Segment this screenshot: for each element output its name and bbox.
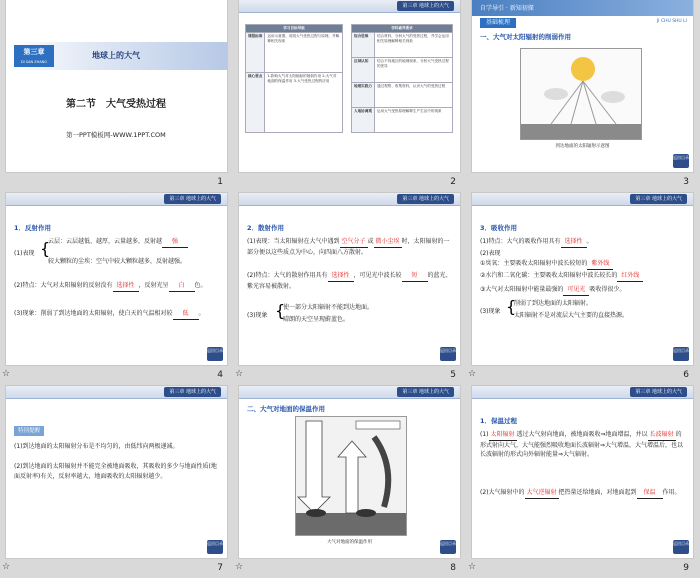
list-item: ③大气对太阳辐射中能量最强的 可见光 吸收得很少。 — [480, 285, 685, 296]
list-item: 使一部分太阳辐射不能到达地面。 — [283, 304, 374, 311]
section-heading: 1．保温过程 — [480, 417, 518, 425]
return-button[interactable]: 返回目录 — [207, 347, 223, 361]
slide-7-canvas — [6, 386, 227, 558]
row-label: 综合思维 — [352, 33, 375, 58]
row-label: 地理实践力 — [352, 83, 375, 108]
list-item: (1)到达地面的太阳辐射分布是不均匀的，由低纬向两极递减。 — [14, 443, 179, 450]
item-label: (3)现象 — [480, 308, 501, 315]
section-label: 基础梳理 — [480, 18, 516, 28]
chapter-tag: 第三章 DI SAN ZHANG — [14, 45, 54, 67]
literacy-table — [351, 24, 453, 133]
list-item: (3)现象：削弱了到达地面的太阳辐射，使白天的气温相对较 低 。 — [14, 309, 219, 320]
list-item: 削弱了到达地面的太阳辐射。 — [514, 300, 593, 307]
slide-thumb-1[interactable] — [0, 0, 233, 192]
section-label-pinyin: JI CHU SHU LI — [656, 19, 687, 24]
star-icon[interactable]: ☆ — [468, 562, 477, 572]
slide-number: 6 — [683, 370, 689, 380]
header-bar — [239, 193, 460, 206]
header-bar — [239, 0, 460, 13]
sun-rays-illustration — [521, 49, 641, 139]
row-text: 1.影响大气对太阳辐射的削弱作用 2.大气对地面的保温作用 3.大气受热过程的应用 — [265, 73, 343, 133]
section-heading: 二、大气对地面的保温作用 — [247, 405, 325, 413]
slide-number: 1 — [217, 177, 223, 187]
return-button[interactable]: 返回目录 — [440, 540, 456, 554]
item-label: (1)表现 — [14, 250, 35, 257]
header-bar — [472, 193, 693, 206]
header-bar — [6, 193, 227, 206]
star-icon[interactable]: ☆ — [235, 562, 244, 572]
item-label: (3)现象 — [247, 312, 268, 319]
row-text: 运用大气受热原理解释生产生活中的现象 — [374, 108, 452, 133]
return-button[interactable]: 返回目录 — [673, 540, 689, 554]
return-button[interactable]: 返回目录 — [207, 540, 223, 554]
greenhouse-diagram — [295, 416, 407, 536]
slide-thumb-6[interactable] — [466, 193, 699, 385]
brace-icon: { — [275, 301, 286, 320]
brace-icon: { — [40, 239, 51, 258]
row-text: 通过观察、收集资料，认识大气的受热过程 — [374, 83, 452, 108]
row-label: 课程标准 — [246, 33, 265, 73]
list-item: 较大颗粒的尘埃：空气中较大颗粒越多，反射越强。 — [48, 258, 187, 265]
diagram-caption: 大气对地面的保温作用 — [327, 540, 372, 545]
slide-3-canvas — [472, 0, 693, 172]
slide-1-canvas — [6, 0, 227, 172]
heat-retention-illustration — [296, 417, 406, 535]
item-label: (2)表现 — [480, 250, 501, 257]
list-item: (2)大气辐射中的 大气逆辐射 把热量还给地面，对地面起到 保温 作用。 — [480, 488, 685, 499]
row-text: 结合不同地区的地理现象，分析大气受热过程的差异 — [374, 58, 452, 83]
list-item: ②水汽和二氧化碳：主要吸收太阳辐射中波长较长的 红外线 — [480, 271, 685, 282]
slide-thumb-5[interactable] — [233, 193, 466, 385]
header-tab: 第三章 地球上的大气 — [630, 194, 687, 204]
tip-badge: 特别提醒 — [14, 426, 44, 436]
section-heading: 1．反射作用 — [14, 224, 52, 232]
brace-icon: { — [506, 297, 517, 316]
slide-thumb-9[interactable] — [466, 386, 699, 578]
section-title: 第二节 大气受热过程 — [66, 99, 166, 110]
slide-thumb-7[interactable] — [0, 386, 233, 578]
header-tab: 第三章 地球上的大气 — [397, 1, 454, 11]
top-banner — [472, 0, 693, 16]
star-icon[interactable]: ☆ — [235, 369, 244, 379]
header-bar — [6, 386, 227, 399]
list-item: (2)特点：大气对太阳辐射的反射没有 选择性 ，反射光呈 白 色。 — [14, 281, 219, 292]
table-header: 学习目标导航 — [246, 25, 343, 33]
list-item: 太阳辐射不是对流层大气主要的直接热源。 — [514, 312, 629, 319]
row-text: 结合材料，分析大气的受热过程，并学会运用相关原理解释相关现象 — [374, 33, 452, 58]
list-item: (2)特点：大气的散射作用具有 选择性 ，可见光中波长较 短 的蓝光、紫光容易被散射。 — [247, 272, 452, 290]
list-item: 云层：云层越低、越厚，云量越多，反射越 强 — [48, 237, 219, 248]
header-tab: 第三章 地球上的大气 — [164, 194, 221, 204]
header-tab: 第三章 地球上的大气 — [397, 194, 454, 204]
section-heading: 一、大气对太阳辐射的削弱作用 — [480, 33, 571, 41]
table-header: 学科素养要求 — [352, 25, 453, 33]
header-bar — [472, 386, 693, 399]
return-button[interactable]: 返回目录 — [673, 347, 689, 361]
slide-number: 9 — [683, 563, 689, 573]
slide-number: 2 — [450, 177, 456, 187]
slide-4-canvas — [6, 193, 227, 365]
slide-8-canvas — [239, 386, 460, 558]
slide-thumb-2[interactable] — [233, 0, 466, 192]
list-item: (1) 太阳辐射 透过大气射向地面，被地面吸收⇒地面增温，并以 长波辐射 的形式射向大气，大气能强烈吸收地面长波辐射⇒大气增温，大气增温后，也以长波辐射的形式向外辐射能量⇒大气辐射。 — [480, 431, 684, 458]
list-item: ①臭氧：主要吸收太阳辐射中波长较短的 紫外线 — [480, 259, 685, 270]
header-tab: 第三章 地球上的大气 — [630, 387, 687, 397]
row-label: 人地协调观 — [352, 108, 375, 133]
star-icon[interactable]: ☆ — [2, 562, 11, 572]
header-tab: 第三章 地球上的大气 — [397, 387, 454, 397]
slide-number: 8 — [450, 563, 456, 573]
slide-9-canvas — [472, 386, 693, 558]
star-icon[interactable]: ☆ — [2, 369, 11, 379]
slide-number: 7 — [217, 563, 223, 573]
slide-thumb-4[interactable] — [0, 193, 233, 385]
slide-thumb-8[interactable] — [233, 386, 466, 578]
header-tab: 第三章 地球上的大气 — [164, 387, 221, 397]
slide-2-canvas — [239, 0, 460, 172]
slide-5-canvas — [239, 193, 460, 365]
slide-number: 5 — [450, 370, 456, 380]
list-item: (1)特点：大气的吸收作用具有 选择性 。 — [480, 237, 685, 248]
slide-thumb-3[interactable] — [466, 0, 699, 192]
section-heading: 3．吸收作用 — [480, 224, 518, 232]
return-button[interactable]: 返回目录 — [440, 347, 456, 361]
chapter-title: 地球上的大气 — [92, 51, 140, 60]
learning-goals-table — [245, 24, 343, 133]
slide-number: 3 — [683, 177, 689, 187]
list-item: 晴朗的天空呈现蔚蓝色。 — [283, 316, 350, 323]
header-bar — [239, 386, 460, 399]
ppt-watermark-text: 第一PPT模板网-WWW.1PPT.COM — [66, 131, 166, 139]
section-heading: 2．散射作用 — [247, 224, 285, 232]
slide-number: 4 — [217, 370, 223, 380]
row-label: 核心要点 — [246, 73, 265, 133]
diagram-caption: 到达地面的太阳辐射示意图 — [555, 144, 610, 149]
row-label: 区域认知 — [352, 58, 375, 83]
star-icon[interactable]: ☆ — [468, 369, 477, 379]
list-item: (2)到达地面的太阳辐射并不能完全被地面吸收，其吸收的多少与地面性质(地面反射率)有关，反射率越大，地面吸收的太阳辐射越少。 — [14, 463, 217, 480]
return-button[interactable]: 返回目录 — [673, 154, 689, 168]
row-text: 运用示意图，说明大气受热过程与原理，并解释相关现象 — [265, 33, 343, 73]
banner-text: 自学导引 · 新知初探 — [480, 5, 534, 12]
slide-6-canvas — [472, 193, 693, 365]
list-item: (1)表现：当太阳辐射在大气中遇到 空气分子 或 微小尘埃 时，太阳辐射的一部分便以这些质点为中心，向四面八方散射。 — [247, 238, 450, 256]
solar-radiation-diagram — [520, 48, 642, 140]
